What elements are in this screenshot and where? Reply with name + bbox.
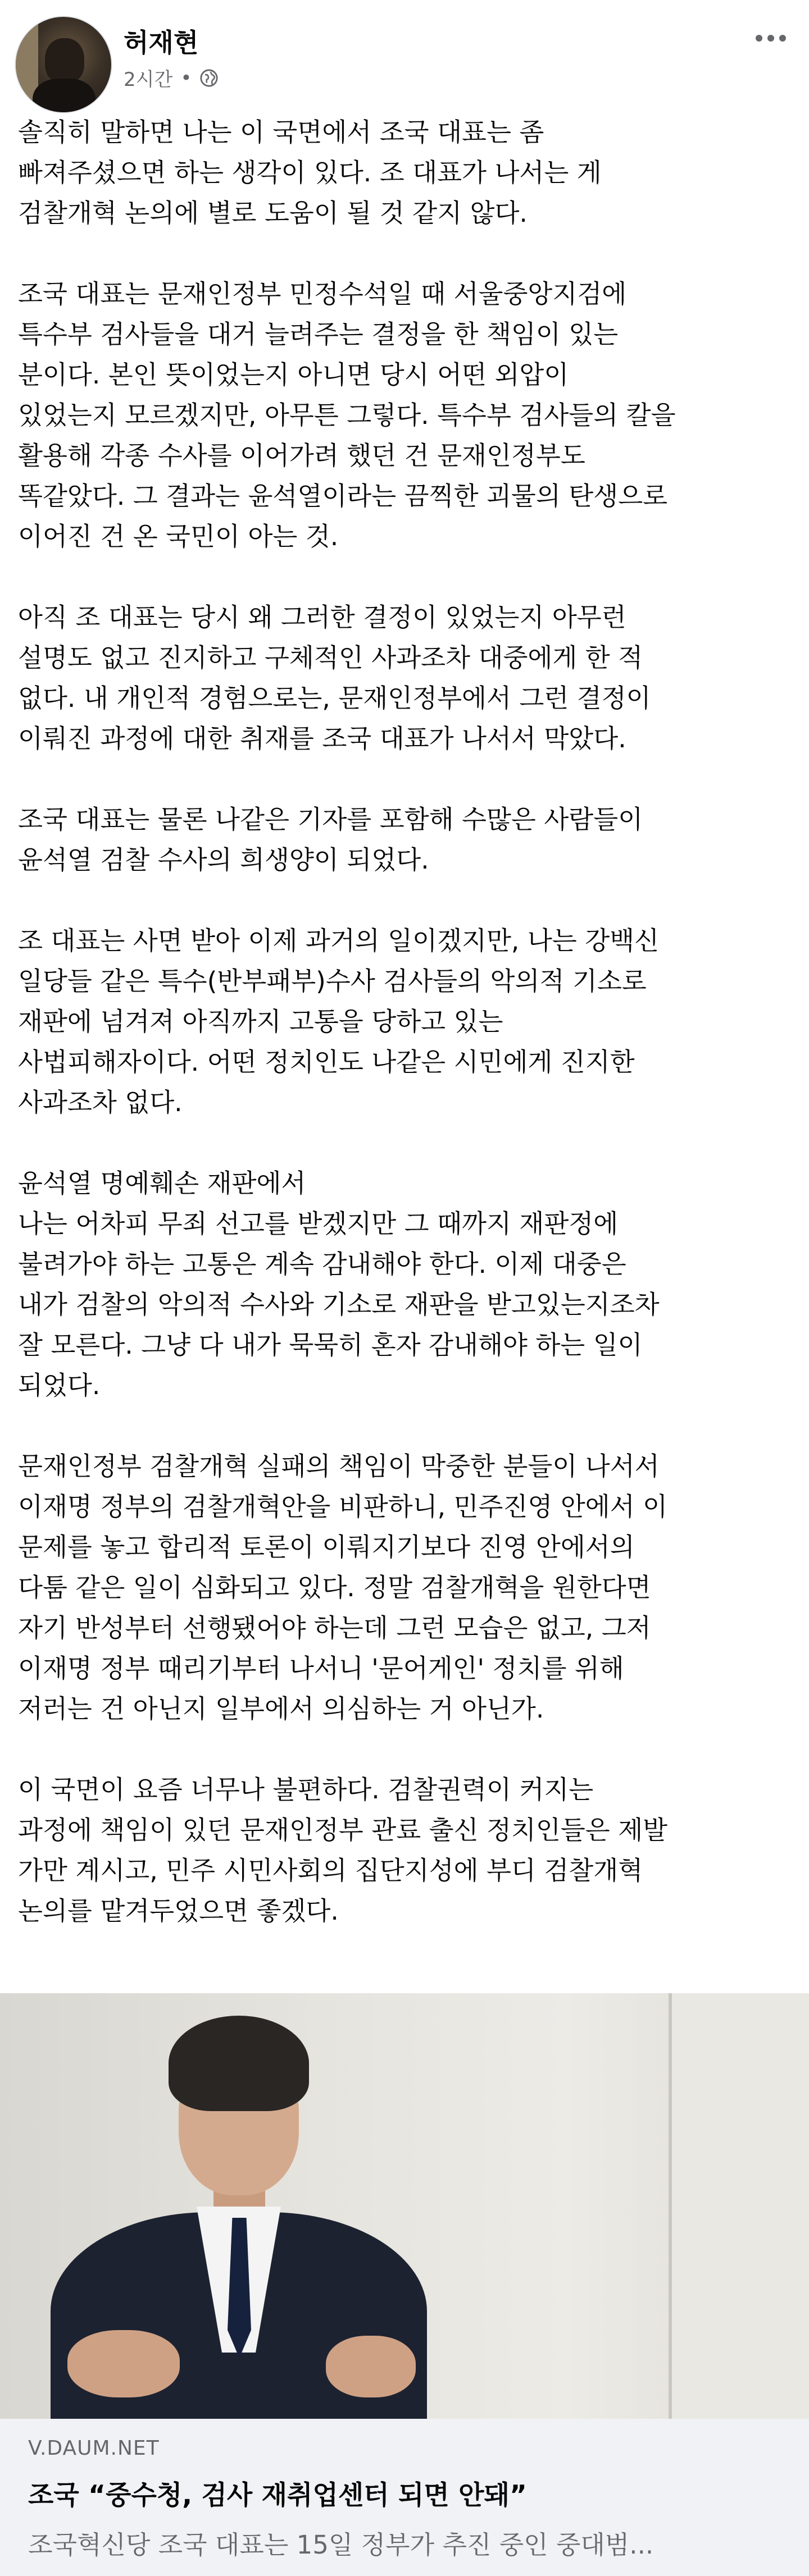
post-text-line: 있었는지 모르겠지만, 아무튼 그렇다. 특수부 검사들의 칼을 xyxy=(18,400,676,430)
post-text-line: 잘 모른다. 그냥 다 내가 묵묵히 혼자 감내해야 하는 일이 xyxy=(18,1330,643,1360)
link-title[interactable]: 조국 “중수청, 검사 재취업센터 되면 안돼” xyxy=(28,2480,527,2511)
post-text-line: 활용해 각종 수사를 이어가려 했던 건 문재인정부도 xyxy=(18,441,585,471)
post-text-line: 조국 대표는 물론 나같은 기자를 포함해 수많은 사람들이 xyxy=(18,805,643,834)
post-text-line: 과정에 책임이 있던 문재인정부 관료 출신 정치인들은 제발 xyxy=(18,1815,668,1845)
link-preview-meta xyxy=(28,2437,781,2561)
post-paragraph xyxy=(18,112,793,234)
post-text-line: 빠져주셨으면 하는 생각이 있다. 조 대표가 나서는 게 xyxy=(18,158,602,188)
paragraph-gap xyxy=(18,759,793,800)
post-text-line: 문재인정부 검찰개혁 실패의 책임이 막중한 분들이 나서서 xyxy=(18,1451,660,1481)
post-text-line: 윤석열 검찰 수사의 희생양이 되었다. xyxy=(18,845,429,875)
post-text-line: 일당들 같은 특수(반부패부)수사 검사들의 악의적 기소로 xyxy=(18,966,647,996)
post-paragraph xyxy=(18,800,793,880)
post-paragraph xyxy=(18,1446,793,1729)
post-text-line: 자기 반성부터 선행됐어야 하는데 그런 모습은 없고, 그저 xyxy=(18,1613,651,1643)
link-preview-card[interactable] xyxy=(0,1993,809,2576)
post-text-line: 되었다. xyxy=(18,1371,101,1400)
author-name[interactable]: 허재현 xyxy=(124,28,199,58)
post-text-line: 솔직히 말하면 나는 이 국면에서 조국 대표는 좀 xyxy=(18,117,544,147)
post-text-line: 가만 계시고, 민주 시민사회의 집단지성에 부디 검찰개혁 xyxy=(18,1856,643,1885)
paragraph-gap xyxy=(18,1123,793,1163)
post-header xyxy=(0,0,809,118)
post-paragraph xyxy=(18,274,793,557)
post-text-line: 재판에 넘겨져 아직까지 고통을 당하고 있는 xyxy=(18,1007,503,1036)
post-text-line: 똑같았다. 그 결과는 윤석열이라는 끔찍한 괴물의 탄생으로 xyxy=(18,481,668,511)
more-options-icon[interactable] xyxy=(749,22,792,54)
post-time[interactable]: 2시간 xyxy=(124,68,173,91)
meta-separator: • xyxy=(180,66,192,89)
paragraph-gap xyxy=(18,880,793,921)
post-text-line: 나는 어차피 무죄 선고를 받겠지만 그 때까지 재판정에 xyxy=(18,1209,619,1239)
post-text-line: 분이다. 본인 뜻이었는지 아니면 당시 어떤 외압이 xyxy=(18,360,569,390)
link-domain: V.DAUM.NET xyxy=(28,2437,160,2460)
paragraph-gap xyxy=(18,1406,793,1446)
author-avatar[interactable] xyxy=(15,16,112,113)
link-preview-image xyxy=(0,1993,809,2419)
post-text-line: 문제를 놓고 합리적 토론이 이뤄지기보다 진영 안에서의 xyxy=(18,1532,635,1562)
post-text-line: 특수부 검사들을 대거 늘려주는 결정을 한 책임이 있는 xyxy=(18,319,619,349)
post-text-line: 다툼 같은 일이 심화되고 있다. 정말 검찰개혁을 원한다면 xyxy=(18,1573,651,1602)
paragraph-gap xyxy=(18,234,793,274)
post-text-line: 이재명 정부의 검찰개혁안을 비판하니, 민주진영 안에서 이 xyxy=(18,1492,668,1522)
post-text-line: 이뤄진 과정에 대한 취재를 조국 대표가 나서서 막았다. xyxy=(18,724,626,753)
post-text-line: 사과조차 없다. xyxy=(18,1088,183,1117)
post-paragraph xyxy=(18,597,793,759)
post-paragraph xyxy=(18,1770,793,1931)
post-text-line: 이재명 정부 때리기부터 나서니 '문어게인' 정치를 위해 xyxy=(18,1654,624,1683)
post-text-line: 아직 조 대표는 당시 왜 그러한 결정이 있었는지 아무런 xyxy=(18,602,626,632)
link-description: 조국혁신당 조국 대표는 15일 정부가 추진 중인 중대범... xyxy=(28,2530,654,2560)
post-body xyxy=(18,112,793,1931)
post-text-line: 윤석열 명예훼손 재판에서 xyxy=(18,1168,306,1198)
post-text-line: 조 대표는 사면 받아 이제 과거의 일이겠지만, 나는 강백신 xyxy=(18,926,660,956)
globe-icon[interactable] xyxy=(199,68,219,88)
post-text-line: 논의를 맡겨두었으면 좋겠다. xyxy=(18,1896,339,1926)
paragraph-gap xyxy=(18,557,793,597)
post-text-line: 저러는 건 아닌지 일부에서 의심하는 거 아닌가. xyxy=(18,1694,544,1724)
post-paragraph xyxy=(18,921,793,1123)
post-text-line: 이어진 건 온 국민이 아는 것. xyxy=(18,522,339,551)
post-text-line: 사법피해자이다. 어떤 정치인도 나같은 시민에게 진지한 xyxy=(18,1047,635,1077)
post-text-line: 내가 검찰의 악의적 수사와 기소로 재판을 받고있는지조차 xyxy=(18,1290,660,1319)
post-paragraph xyxy=(18,1163,793,1406)
post-text-line: 검찰개혁 논의에 별로 도움이 될 것 같지 않다. xyxy=(18,198,528,228)
post-text-line: 없다. 내 개인적 경험으로는, 문재인정부에서 그런 결정이 xyxy=(18,683,651,713)
post-text-line: 설명도 없고 진지하고 구체적인 사과조차 대중에게 한 적 xyxy=(18,643,643,673)
post-meta xyxy=(124,64,219,92)
post-text-line: 불려가야 하는 고통은 계속 감내해야 한다. 이제 대중은 xyxy=(18,1249,626,1279)
paragraph-gap xyxy=(18,1729,793,1770)
post-text-line: 조국 대표는 문재인정부 민정수석일 때 서울중앙지검에 xyxy=(18,279,627,309)
post-text-line: 이 국면이 요즘 너무나 불편하다. 검찰권력이 커지는 xyxy=(18,1775,594,1805)
